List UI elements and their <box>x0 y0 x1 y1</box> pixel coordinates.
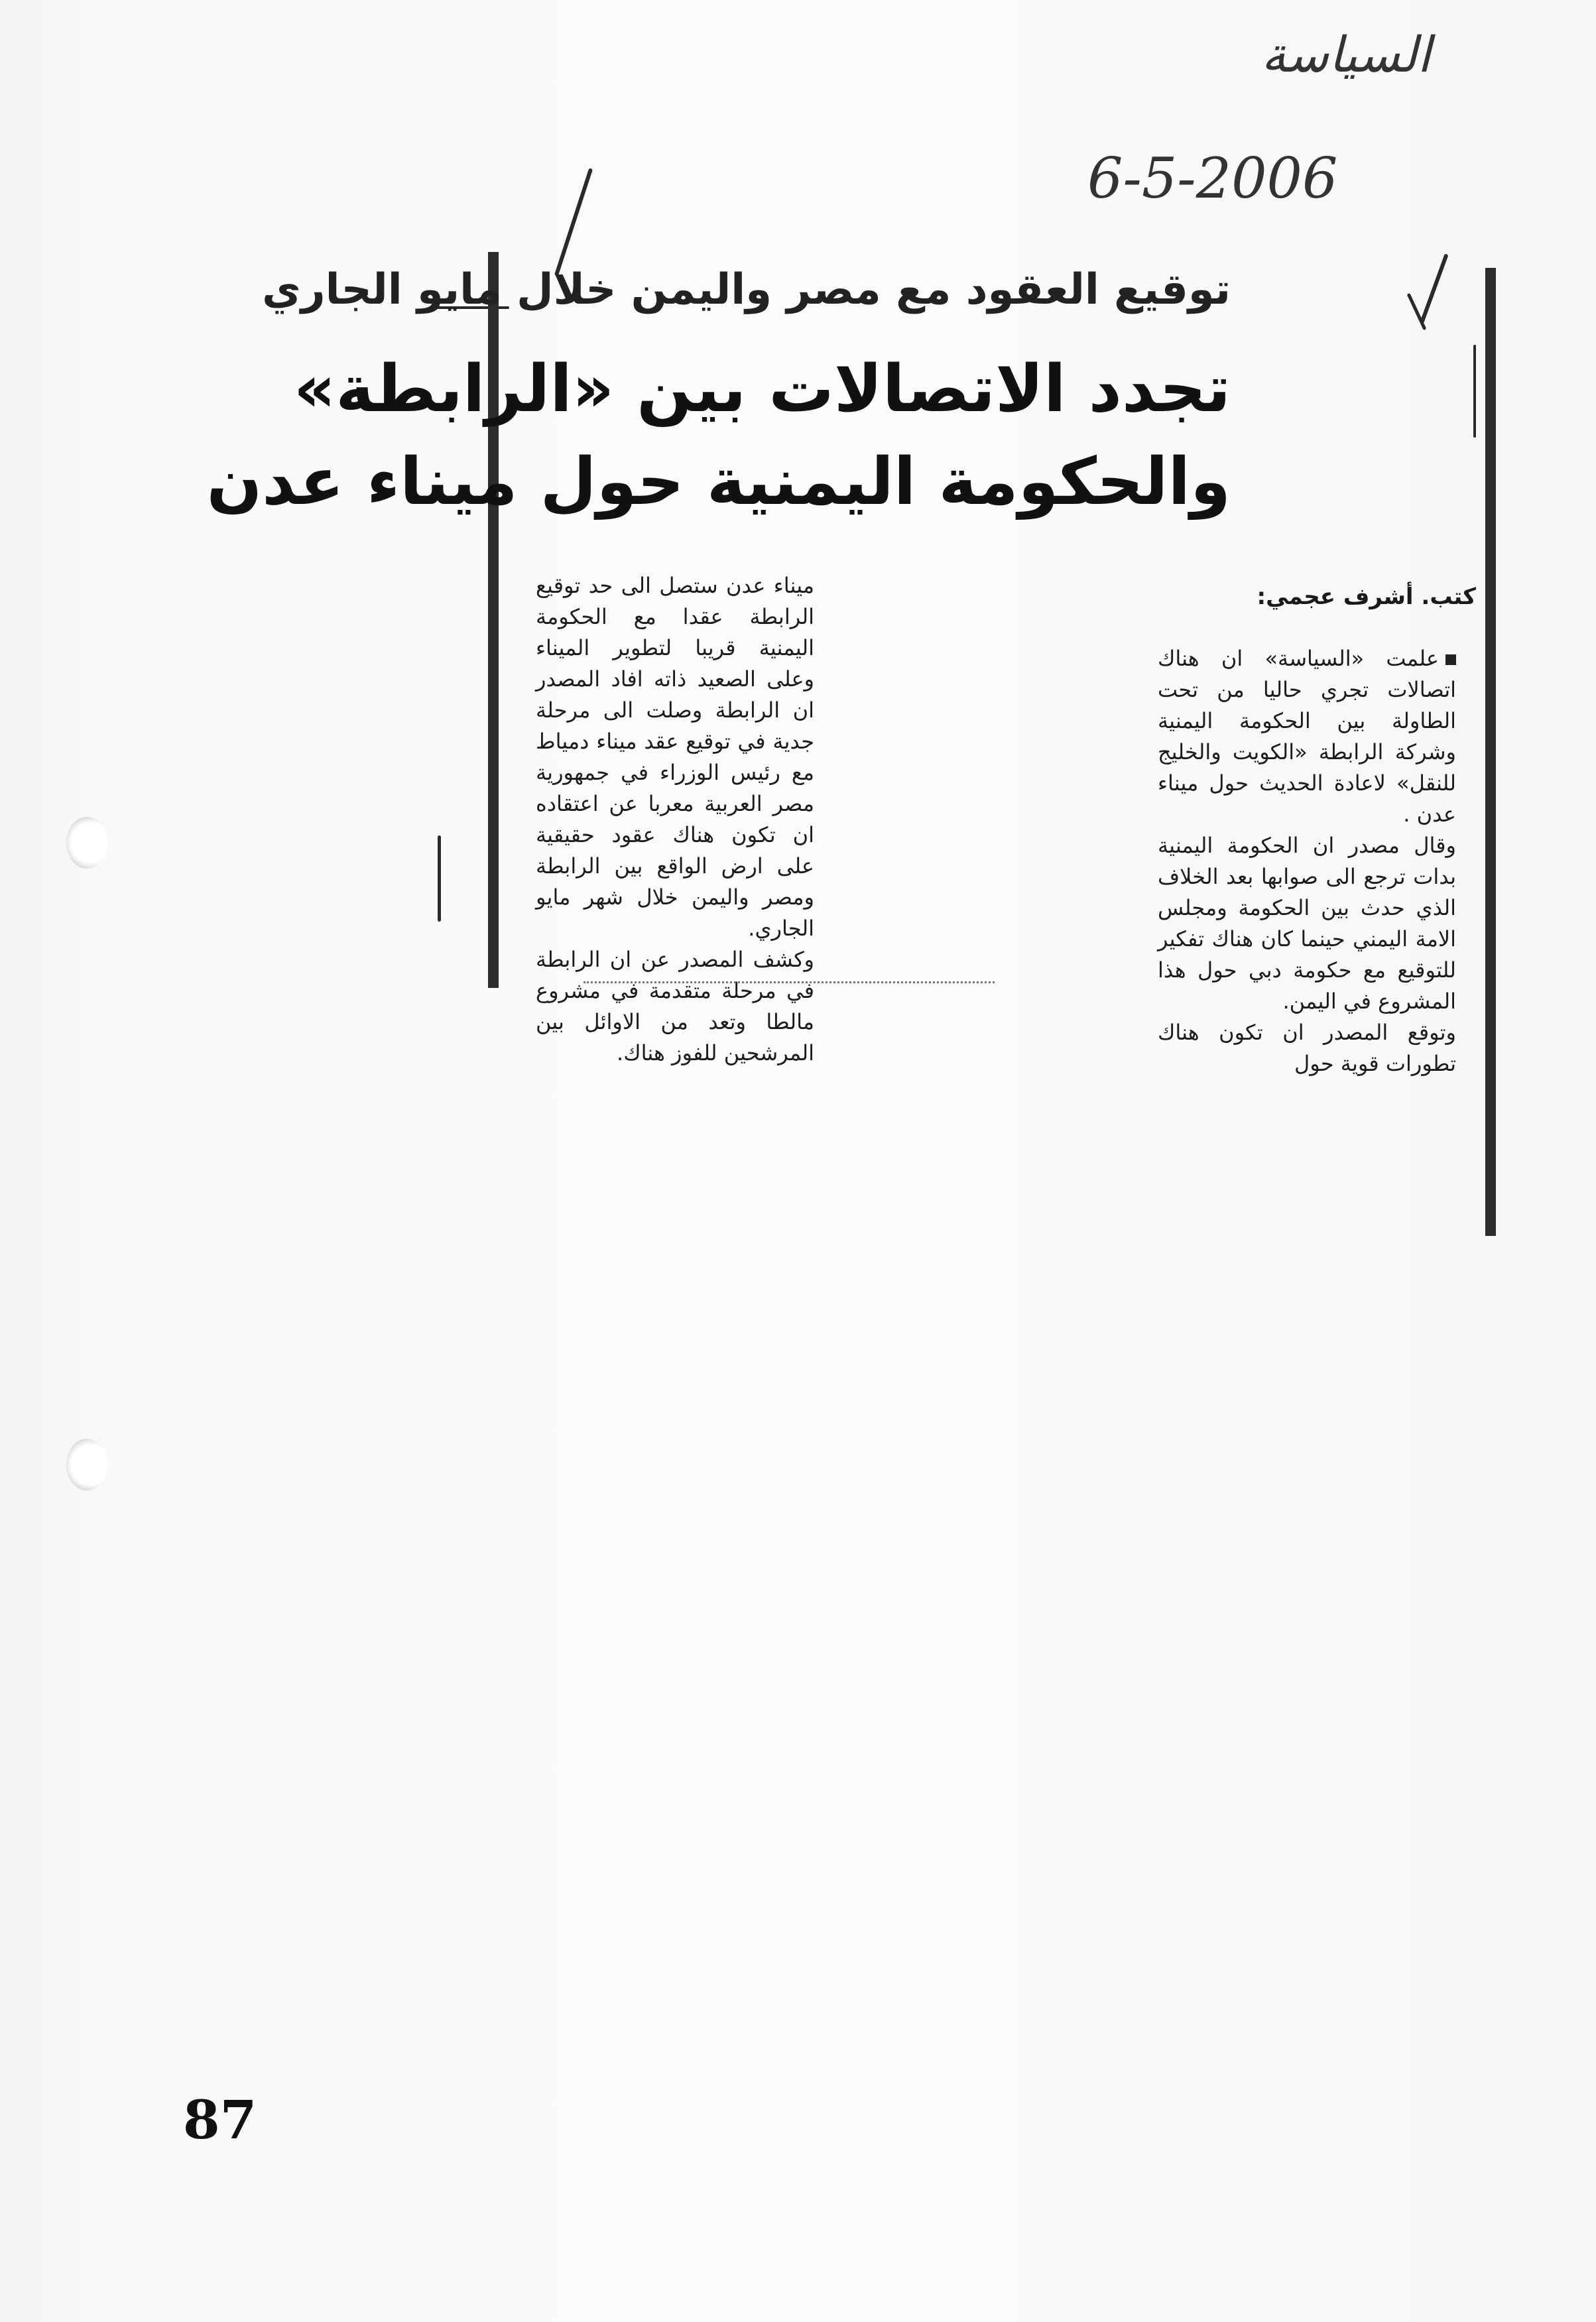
paragraph: وقال مصدر ان الحكومة اليمنية بدات ترجع الى صوابها بعد الخلاف الذي حدث بين الحكومة ومجلس الامة اليمني حينما كان هناك تفكير للتوقيع مع حكومة دبي حول هذا المشروع في اليمن. <box>1158 833 1456 1014</box>
page-number: 87 <box>183 2089 257 2151</box>
handwritten-date: 6-5-2006 <box>1087 146 1338 211</box>
newspaper-clipping <box>206 252 1501 1076</box>
paragraph <box>1158 643 1456 830</box>
article-headline-line1: تجدد الاتصالات بين «الرابطة» <box>293 351 1231 427</box>
paragraph: وتوقع المصدر ان تكون هناك تطورات قوية حول <box>1158 1020 1456 1076</box>
punch-hole <box>66 817 107 869</box>
punch-hole <box>66 1439 107 1491</box>
clipping-border-right <box>1485 268 1496 1236</box>
article-column-2 <box>536 570 814 1066</box>
handwritten-paper-name: السياسة <box>1261 27 1431 84</box>
paragraph: وكشف المصدر عن ان الرابطة في مرحلة متقدمة في مشروع مالطا وتعد من الاوائل بين المرشحين للفوز هناك. <box>536 947 814 1066</box>
paragraph: ميناء عدن ستصل الى حد توقيع الرابطة عقدا مع الحكومة اليمنية قريبا لتطوير الميناء وعلى الصعيد ذاته افاد المصدر ان الرابطة وصلت الى مرحلة جدية في توقيع عقد ميناء دمياط مع رئيس الوزراء في جمهورية مصر العربية معربا عن اعتقاده ان تكون هناك عقود حقيقية على ارض الواقع بين الرابطة ومصر واليمن خلال شهر مايو الجاري. <box>536 573 814 941</box>
cut-line <box>583 981 995 986</box>
article-column-1 <box>1158 643 1456 1076</box>
article-kicker: توقيع العقود مع مصر واليمن خلال مايو الجاري <box>262 265 1231 314</box>
pen-mark <box>438 835 441 922</box>
article-byline: كتب. أشرف عجمي: <box>1257 583 1476 610</box>
article-headline-line2: والحكومة اليمنية حول ميناء عدن <box>206 444 1231 520</box>
square-bullet-icon <box>1445 654 1456 665</box>
paragraph-text: علمت «السياسة» ان هناك اتصالات تجري حاليا من تحت الطاولة بين الحكومة اليمنية وشركة الرابطة «الكويت والخليج للنقل» لاعادة الحديث حول ميناء عدن . <box>1158 646 1456 827</box>
